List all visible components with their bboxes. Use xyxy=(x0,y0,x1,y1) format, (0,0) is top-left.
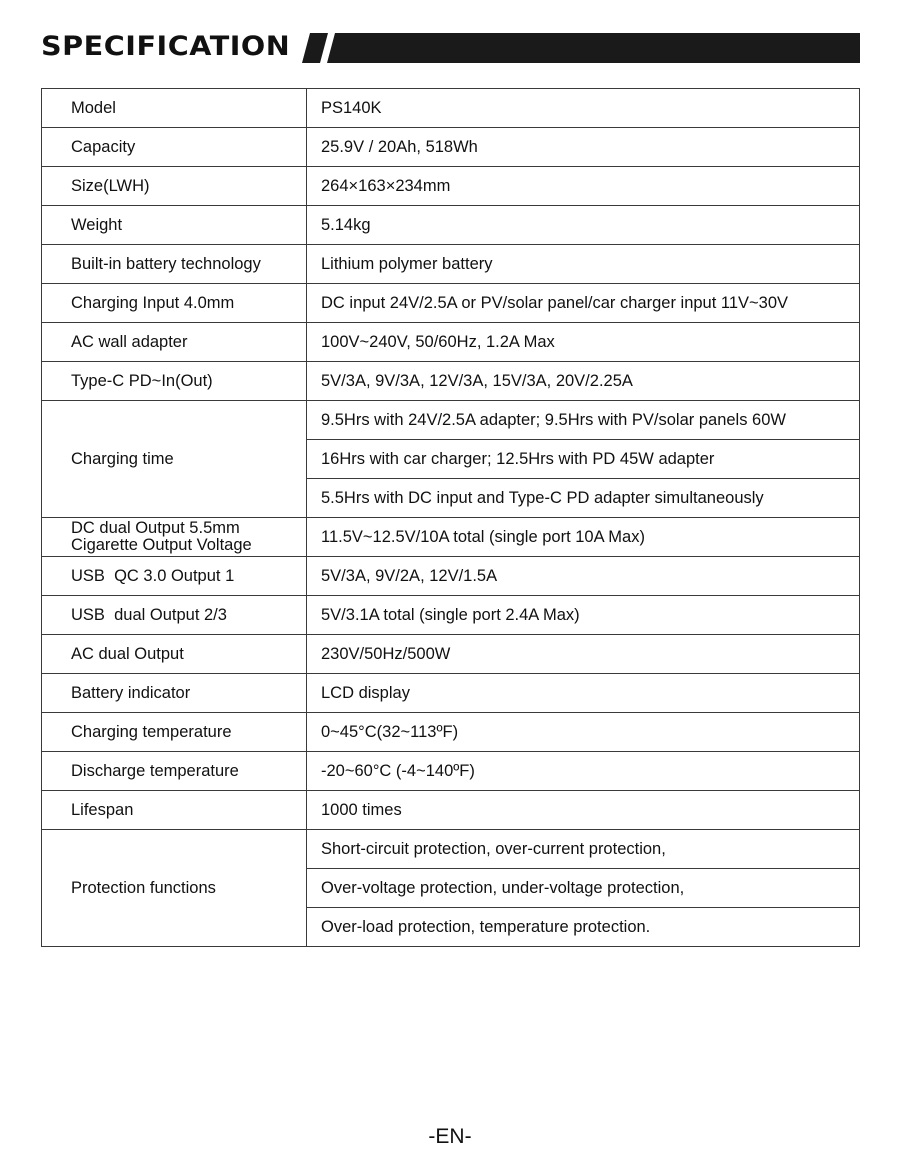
spec-value-charging-time-3: 5.5Hrs with DC input and Type-C PD adapter simultaneously xyxy=(307,479,860,518)
table-row xyxy=(42,635,860,674)
spec-value-discharge-temperature: -20~60°C (-4~140ºF) xyxy=(307,752,860,791)
table-row xyxy=(42,206,860,245)
spec-value-charging-time-2: 16Hrs with car charger; 12.5Hrs with PD 45W adapter xyxy=(307,440,860,479)
spec-label-dc-output xyxy=(42,518,307,557)
spec-label-charging-time: Charging time xyxy=(42,401,307,518)
spec-label-battery-technology: Built-in battery technology xyxy=(42,245,307,284)
spec-label-ac-wall-adapter: AC wall adapter xyxy=(42,323,307,362)
section-header xyxy=(41,30,859,64)
spec-label-usb-dual-output: USB dual Output 2/3 xyxy=(42,596,307,635)
spec-value-protection-2: Over-voltage protection, under-voltage protection, xyxy=(307,869,860,908)
table-row xyxy=(42,245,860,284)
table-row xyxy=(42,557,860,596)
spec-value-charging-temperature: 0~45°C(32~113ºF) xyxy=(307,713,860,752)
spec-label-dc-output-line2: Cigarette Output Voltage xyxy=(71,536,252,554)
spec-value-model: PS140K xyxy=(307,89,860,128)
spec-label-protection-functions: Protection functions xyxy=(42,830,307,947)
spec-label-charging-input: Charging Input 4.0mm xyxy=(42,284,307,323)
spec-label-usb-qc-output: USB QC 3.0 Output 1 xyxy=(42,557,307,596)
section-title: SPECIFICATION xyxy=(41,31,291,62)
header-decorative-bar xyxy=(302,33,860,63)
specification-table xyxy=(41,88,860,947)
spec-value-protection-1: Short-circuit protection, over-current protection, xyxy=(307,830,860,869)
table-row xyxy=(42,323,860,362)
table-row xyxy=(42,167,860,206)
spec-value-size: 264×163×234mm xyxy=(307,167,860,206)
spec-label-dc-output-line1: DC dual Output 5.5mm xyxy=(71,519,240,537)
table-row xyxy=(42,518,860,557)
table-row xyxy=(42,284,860,323)
table-row xyxy=(42,89,860,128)
table-row xyxy=(42,674,860,713)
table-row xyxy=(42,362,860,401)
spec-value-battery-technology: Lithium polymer battery xyxy=(307,245,860,284)
page-number: -EN- xyxy=(428,1125,472,1148)
spec-label-lifespan: Lifespan xyxy=(42,791,307,830)
table-row xyxy=(42,596,860,635)
spec-value-type-c-pd: 5V/3A, 9V/3A, 12V/3A, 15V/3A, 20V/2.25A xyxy=(307,362,860,401)
spec-label-battery-indicator: Battery indicator xyxy=(42,674,307,713)
spec-label-discharge-temperature: Discharge temperature xyxy=(42,752,307,791)
spec-label-type-c-pd: Type-C PD~In(Out) xyxy=(42,362,307,401)
spec-label-charging-temperature: Charging temperature xyxy=(42,713,307,752)
table-row xyxy=(42,128,860,167)
spec-value-protection-3: Over-load protection, temperature protection. xyxy=(307,908,860,947)
spec-label-size: Size(LWH) xyxy=(42,167,307,206)
spec-value-usb-qc-output: 5V/3A, 9V/2A, 12V/1.5A xyxy=(307,557,860,596)
spec-value-dc-output: 11.5V~12.5V/10A total (single port 10A Max) xyxy=(307,518,860,557)
spec-value-lifespan: 1000 times xyxy=(307,791,860,830)
spec-label-capacity: Capacity xyxy=(42,128,307,167)
spec-value-battery-indicator: LCD display xyxy=(307,674,860,713)
spec-value-ac-dual-output: 230V/50Hz/500W xyxy=(307,635,860,674)
table-row xyxy=(42,752,860,791)
table-row xyxy=(42,713,860,752)
table-row xyxy=(42,830,860,869)
spec-value-weight: 5.14kg xyxy=(307,206,860,245)
spec-value-usb-dual-output: 5V/3.1A total (single port 2.4A Max) xyxy=(307,596,860,635)
spec-value-capacity: 25.9V / 20Ah, 518Wh xyxy=(307,128,860,167)
table-row xyxy=(42,401,860,440)
spec-value-ac-wall-adapter: 100V~240V, 50/60Hz, 1.2A Max xyxy=(307,323,860,362)
spec-label-ac-dual-output: AC dual Output xyxy=(42,635,307,674)
spec-value-charging-time-1: 9.5Hrs with 24V/2.5A adapter; 9.5Hrs with PV/solar panels 60W xyxy=(307,401,860,440)
table-row xyxy=(42,791,860,830)
spec-value-charging-input: DC input 24V/2.5A or PV/solar panel/car charger input 11V~30V xyxy=(307,284,860,323)
spec-label-model: Model xyxy=(42,89,307,128)
spec-label-weight: Weight xyxy=(42,206,307,245)
